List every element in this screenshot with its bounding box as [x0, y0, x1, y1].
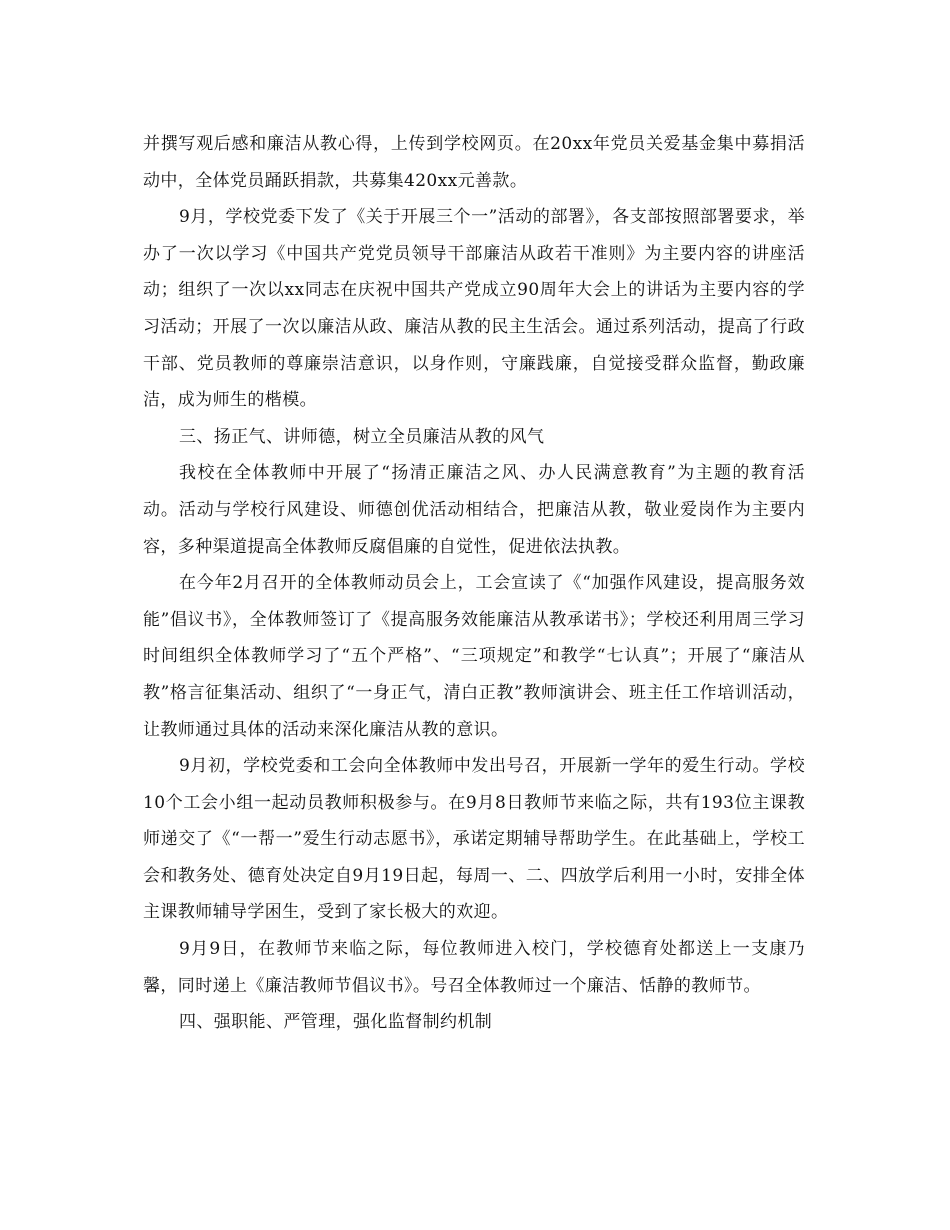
paragraph-february-meeting: 在今年2月召开的全体教师动员会上，工会宣读了《“加强作风建设，提高服务效能”倡议书》，全体教师签订了《提高服务效能廉洁从教承诺书》；学校还利用周三学习时间组织全体教师学习了“五个严格”、“三项规定”和教学“七认真”；开展了“廉洁从教”格言征集活动、组织了“一身正气，清白正教”教师演讲会、班主任工作培训活动，让教师通过具体的活动来深化廉洁从教的意识。 [143, 573, 805, 740]
section-heading-three: 三、扬正气、讲师德，树立全员廉洁从教的风气 [179, 426, 545, 447]
section-heading-four: 四、强职能、严管理，强化监督制约机制 [179, 1012, 493, 1033]
paragraph-september-deployment: 9月，学校党委下发了《关于开展三个一”活动的部署》，各支部按照部署要求，举办了一次以学习《中国共产党党员领导干部廉洁从政若干准则》为主要内容的讲座活动；组织了一次以xx同志在庆祝中国共产党成立90周年大会上的讲话为主要内容的学习活动；开展了一次以廉洁从政、廉洁从教的民主生活会。通过系列活动，提高了行政干部、党员教师的尊廉崇洁意识，以身作则，守廉践廉，自觉接受群众监督，勤政廉洁，成为师生的楷模。 [143, 207, 805, 411]
paragraph-continuation: 并撰写观后感和廉洁从教心得，上传到学校网页。在20xx年党员关爱基金集中募捐活动中，全体党员踊跃捐款，共募集420xx元善款。 [143, 134, 805, 191]
paragraph-teachers-day: 9月9日，在教师节来临之际，每位教师进入校门，学校德育处都送上一支康乃馨，同时递上《廉洁教师节倡议书》。号召全体教师过一个廉洁、恬静的教师节。 [143, 939, 805, 996]
paragraph-education-activity: 我校在全体教师中开展了“扬清正廉洁之风、办人民满意教育”为主题的教育活动。活动与学校行风建设、师德创优活动相结合，把廉洁从教，敬业爱岗作为主要内容，多种渠道提高全体教师反腐倡廉的自觉性，促进依法执教。 [143, 463, 805, 557]
paragraph-care-action: 9月初，学校党委和工会向全体教师中发出号召，开展新一学年的爱生行动。学校10个工会小组一起动员教师积极参与。在9月8日教师节来临之际，共有193位主课教师递交了《“一帮一”爱生行动志愿书》，承诺定期辅导帮助学生。在此基础上，学校工会和教务处、德育处决定自9月19日起，每周一、二、四放学后利用一小时，安排全体主课教师辅导学困生，受到了家长极大的欢迎。 [143, 756, 805, 923]
document-body [143, 126, 805, 1041]
